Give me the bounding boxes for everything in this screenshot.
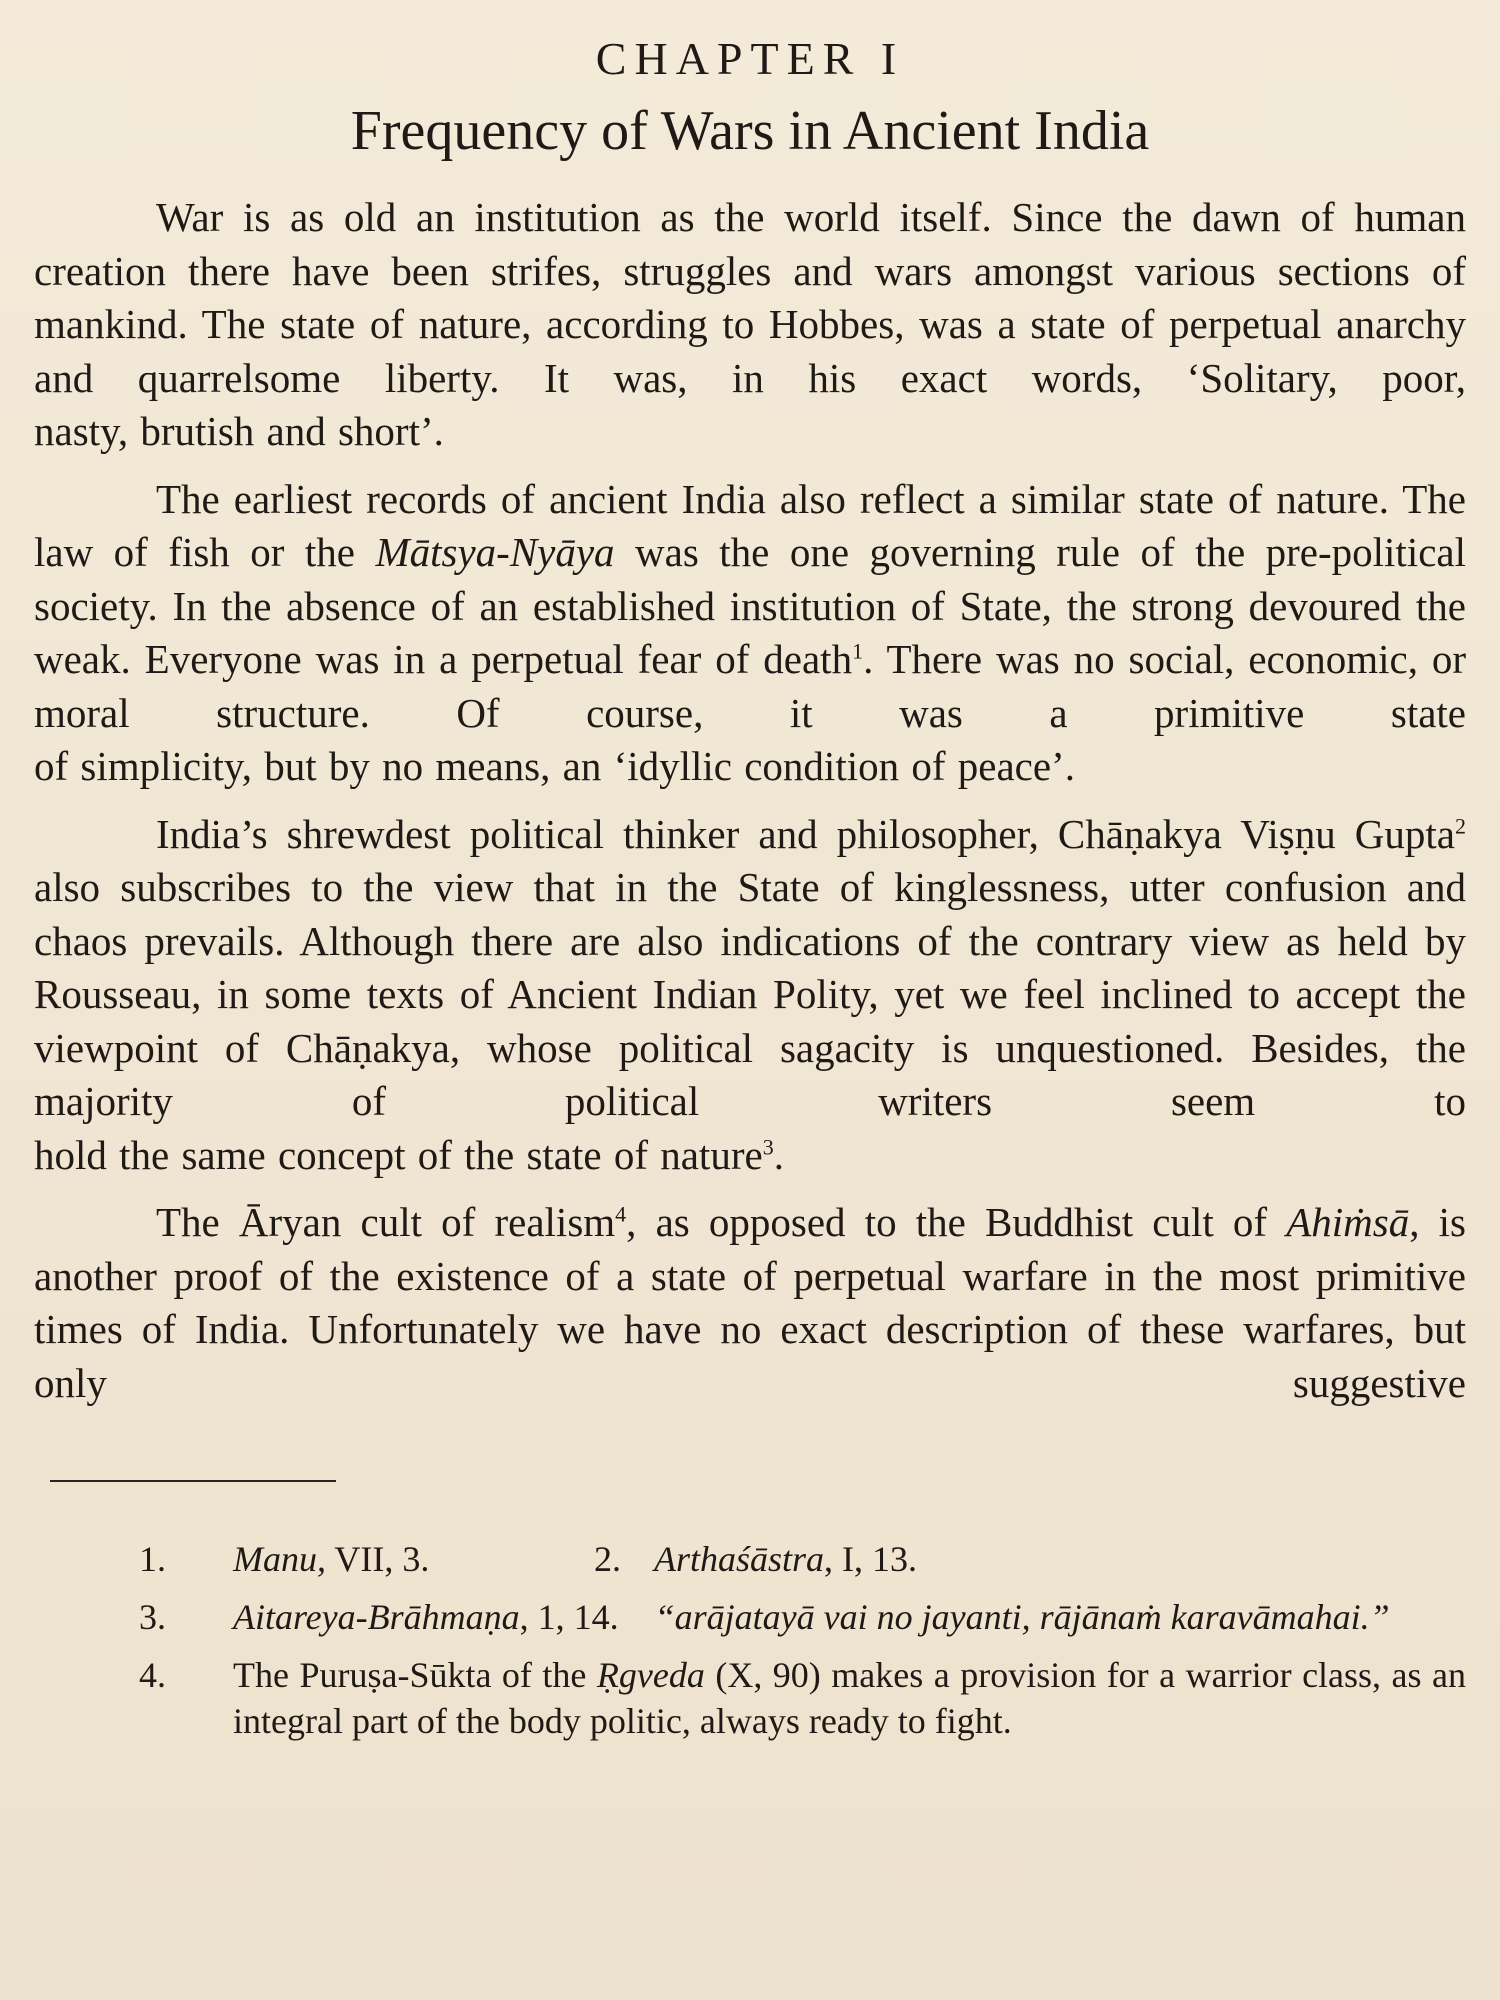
footnote-4-text-a: The Puruṣa-Sūkta of the bbox=[233, 1655, 597, 1695]
footnote-3-number: 3. bbox=[139, 1597, 166, 1637]
footnote-4-text-b: (X, 90) makes a provision for a warrior class, as an integral part of the body politic, always ready to fight. bbox=[233, 1655, 1466, 1741]
chapter-label: CHAPTER I bbox=[595, 33, 905, 84]
paragraph-3-last-line bbox=[34, 1129, 1466, 1183]
footnote-3-quote: “arājatayā vai no jayanti, rājānaṁ karavāmahai.” bbox=[654, 1597, 1390, 1637]
paragraph-2 bbox=[34, 473, 1466, 794]
paragraph-2-last-line: of simplicity, but by no means, an ‘idyllic condition of peace’. bbox=[34, 743, 1075, 789]
paragraph-1-text: War is as old an institution as the world itself. Since the dawn of human creation there have been strifes, struggles and wars amongst various sections of mankind. The state of nature, according to Hobbes, was a state of perpetual anarchy and quarrelsome liberty. It was, in his exact words, ‘Solitary, poor, bbox=[34, 194, 1466, 401]
paragraph-3 bbox=[34, 808, 1466, 1183]
paragraph-2-text-a: The earliest records of ancient India also reflect a similar state of nature. The law of fish or the bbox=[34, 475, 1466, 575]
paragraph-4-text-c: , is another proof of the existence of a state of perpetual warfare in the most primitive times of India. Unfortunately we have no exact description of these warfares, but only suggestive bbox=[34, 1199, 1466, 1406]
paragraph-4 bbox=[34, 1196, 1466, 1410]
footnote-1-rest: VII, 3. bbox=[326, 1539, 430, 1579]
footnote-ref-3: 3 bbox=[762, 1133, 774, 1159]
footnote-1-number: 1. bbox=[139, 1539, 166, 1579]
paragraph-4-text-b: , as opposed to the Buddhist cult of bbox=[626, 1199, 1287, 1245]
footnote-ref-1: 1 bbox=[852, 638, 864, 664]
footnote-2-number: 2. bbox=[594, 1539, 621, 1579]
paragraph-1-last-line: nasty, brutish and short’. bbox=[34, 408, 444, 454]
footnote-3-italic: Aitareya-Brāhmaṇa bbox=[233, 1597, 520, 1637]
paragraph-3-last-end: . bbox=[773, 1131, 784, 1178]
footnote-2-rest: , I, 13. bbox=[824, 1539, 918, 1579]
paragraph-2-text-c: . There was no social, economic, or moral structure. Of course, it was a primitive state bbox=[34, 636, 1467, 736]
footnote-1-italic: Manu, bbox=[233, 1539, 326, 1579]
footnote-4 bbox=[34, 1652, 1466, 1744]
paragraph-2-text-b: was the one governing rule of the pre-political society. In the absence of an established institution of State, the strong devoured the weak. Everyone was in a perpetual fear of death bbox=[34, 529, 1466, 682]
footnote-ref-4: 4 bbox=[615, 1201, 627, 1227]
footnote-4-number: 4. bbox=[139, 1655, 166, 1695]
footnote-4-italic: Ṛgveda bbox=[596, 1655, 705, 1695]
footnote-ref-2: 2 bbox=[1455, 812, 1466, 838]
footnote-2-italic: Arthaśāstra bbox=[654, 1539, 825, 1579]
paragraph-3-text-a: India’s shrewdest political thinker and philosopher, Chāṇakya Viṣṇu Gupta bbox=[156, 810, 1455, 857]
matsya-nyaya-term: Mātsya-Nyāya bbox=[375, 529, 615, 575]
ahimsa-term: Ahiṁsā bbox=[1286, 1199, 1410, 1245]
footnote-3 bbox=[34, 1594, 1466, 1640]
footnote-divider bbox=[50, 1480, 336, 1482]
footnote-row-1-2 bbox=[34, 1536, 1466, 1582]
chapter-title: Frequency of Wars in Ancient India bbox=[350, 100, 1150, 162]
paragraph-4-text-a: The Āryan cult of realism bbox=[156, 1199, 616, 1245]
paragraph-3-text-b: also subscribes to the view that in the State of kinglessness, utter confusion and chaos prevails. Although there are also indications of the contrary view as held by Rousseau, in some texts of Ancient Indian Polity, yet we feel inclined to accept the viewpoint of Chāṇakya, whose political sagacity is unquestioned. Besides, the majority of political writers seem to bbox=[34, 864, 1466, 1124]
footnote-3-rest: , 1, 14. bbox=[519, 1597, 619, 1637]
paragraph-3-last-text: hold the same concept of the state of nature bbox=[34, 1131, 763, 1178]
paragraph-1 bbox=[34, 191, 1466, 459]
